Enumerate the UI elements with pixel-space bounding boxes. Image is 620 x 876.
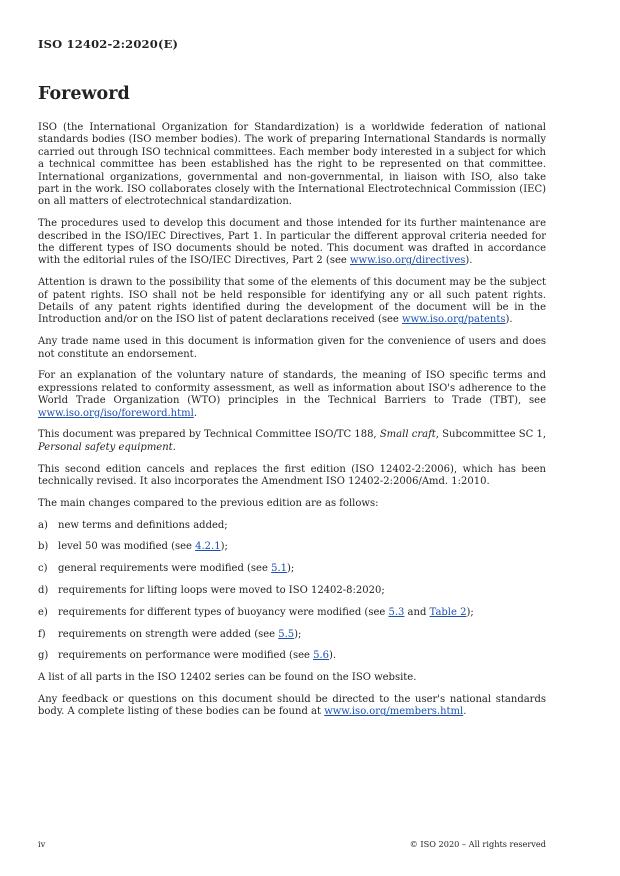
list-item-text: requirements for lifting loops were moved to ISO 12402-8:2020; — [58, 585, 385, 597]
paragraph-trade-name: Any trade name used in this document is information given for the convenience of users and does not constitute an endorsement. — [38, 336, 546, 360]
directives-link[interactable]: www.iso.org/directives — [349, 255, 466, 267]
list-item — [38, 563, 546, 575]
list-item-text: requirements on performance were modified (see — [58, 650, 314, 662]
table-link[interactable]: Table 2 — [429, 606, 467, 618]
page-title: Foreword — [38, 84, 130, 104]
list-item-end: ); — [294, 628, 302, 640]
paragraph-changes-intro: The main changes compared to the previous edition are as follows: — [38, 497, 379, 509]
paragraph-end: ). — [505, 314, 513, 326]
list-item-text: general requirements were modified (see — [58, 563, 272, 575]
paragraph-text: For an explanation of the voluntary nature of standards, the meaning of ISO specific terms and expressions related to conformity assessment, as well as information about ISO's adherence to the World Trade Organization (WTO) principles in the Technical Barriers to Trade (TBT), see — [38, 370, 546, 407]
paragraph-committee — [38, 429, 546, 454]
list-item-body — [58, 585, 385, 597]
list-item — [38, 541, 546, 553]
page-footer — [38, 839, 546, 849]
subcommittee-name: Personal safety equipment — [38, 441, 173, 453]
paragraph-text: , Subcommittee SC 1, — [435, 429, 546, 441]
list-marker: b) — [38, 541, 49, 553]
clause-link[interactable]: 5.1 — [271, 563, 287, 575]
list-item-text: requirements on strength were added (see — [58, 628, 279, 640]
list-marker: g) — [38, 650, 49, 662]
list-item-body — [58, 520, 228, 532]
document-id: ISO 12402-2:2020(E) — [38, 37, 179, 51]
clause-link[interactable]: 5.3 — [388, 606, 405, 618]
paragraph-end: ). — [465, 255, 473, 267]
list-item-body — [58, 650, 336, 662]
foreword-body — [38, 122, 546, 728]
list-item — [38, 650, 546, 662]
list-item — [38, 520, 546, 532]
patents-link[interactable]: www.iso.org/patents — [402, 314, 506, 326]
committee-name: Small craft — [379, 429, 436, 441]
foreword-link[interactable]: www.iso.org/iso/foreword.html — [38, 407, 194, 419]
members-link[interactable]: www.iso.org/members.html — [324, 706, 464, 718]
list-marker: f) — [38, 628, 46, 640]
list-item-end: ). — [329, 650, 337, 662]
list-item — [38, 585, 546, 597]
page-number: iv — [38, 839, 46, 849]
list-marker: c) — [38, 563, 48, 575]
list-item-end: ); — [220, 541, 228, 553]
clause-link[interactable]: 5.6 — [313, 650, 330, 662]
paragraph-end: . — [463, 706, 467, 718]
changes-list — [38, 520, 546, 663]
paragraph-text: The procedures used to develop this document and those intended for its further maintenance are described in the ISO/IEC Directives, Part 1. In particular the different approval criteria needed for the different types of ISO documents should be noted. This document was drafted in accordance with the editorial rules of the ISO/IEC Directives, Part 2 (see — [38, 218, 546, 267]
list-item-text: level 50 was modified (see — [58, 541, 196, 553]
paragraph-feedback — [38, 694, 546, 719]
paragraph-end: . — [172, 441, 176, 453]
list-item-body — [58, 629, 301, 641]
list-item-body — [58, 563, 294, 575]
list-marker: a) — [38, 519, 48, 531]
paragraph-procedures — [38, 218, 546, 268]
list-item-end: ); — [286, 563, 295, 575]
paragraph-voluntary-nature — [38, 370, 546, 420]
list-item-text: new terms and definitions added; — [58, 519, 228, 531]
clause-link[interactable]: 4.2.1 — [195, 541, 221, 553]
paragraph-iso-intro: ISO (the International Organization for Standardization) is a worldwide federation of national standards bodies (ISO member bodies). The work of preparing International Standards is normally carried out through ISO technical committees. Each member body interested in a subject for which a technical committee has been established has the right to be represented on that committee. International organizations, governmental and non-governmental, in liaison with ISO, also take part in the work. ISO collaborates closely with the International Electrotechnical Commission (IEC) on all matters of electrotechnical standardization. — [38, 122, 546, 208]
copyright-notice: © ISO 2020 – All rights reserved — [409, 839, 546, 849]
list-item — [38, 607, 546, 619]
clause-link[interactable]: 5.5 — [278, 628, 295, 640]
list-item-text: and — [404, 606, 430, 618]
paragraph-text: Any feedback or questions on this document should be directed to the user's national standards body. A complete listing of these bodies can be found at — [38, 694, 546, 718]
paragraph-end: . — [193, 407, 198, 419]
paragraph-series: A list of all parts in the ISO 12402 series can be found on the ISO website. — [38, 672, 417, 684]
paragraph-text: Attention is drawn to the possibility that some of the elements of this document may be the subject of patent rights. ISO shall not be held responsible for identifying any or all such patent rights. Details of any patent rights identified during the development of the document will be in the Introduction and/or on the ISO list of patent declarations received (see — [38, 277, 546, 326]
list-item — [38, 629, 546, 641]
list-item-end: ); — [466, 606, 474, 618]
list-marker: d) — [38, 585, 49, 597]
paragraph-patents — [38, 277, 546, 327]
list-item-body — [58, 607, 474, 619]
paragraph-text: This document was prepared by Technical Committee ISO/TC 188, — [38, 429, 380, 441]
paragraph-edition: This second edition cancels and replaces the first edition (ISO 12402-2:2006), which has been technically revised. It also incorporates the Amendment ISO 12402-2:2006/Amd. 1:2010. — [38, 463, 546, 488]
list-marker: e) — [38, 606, 48, 618]
list-item-body — [58, 541, 228, 553]
list-item-text: requirements for different types of buoyancy were modified (see — [58, 606, 389, 618]
